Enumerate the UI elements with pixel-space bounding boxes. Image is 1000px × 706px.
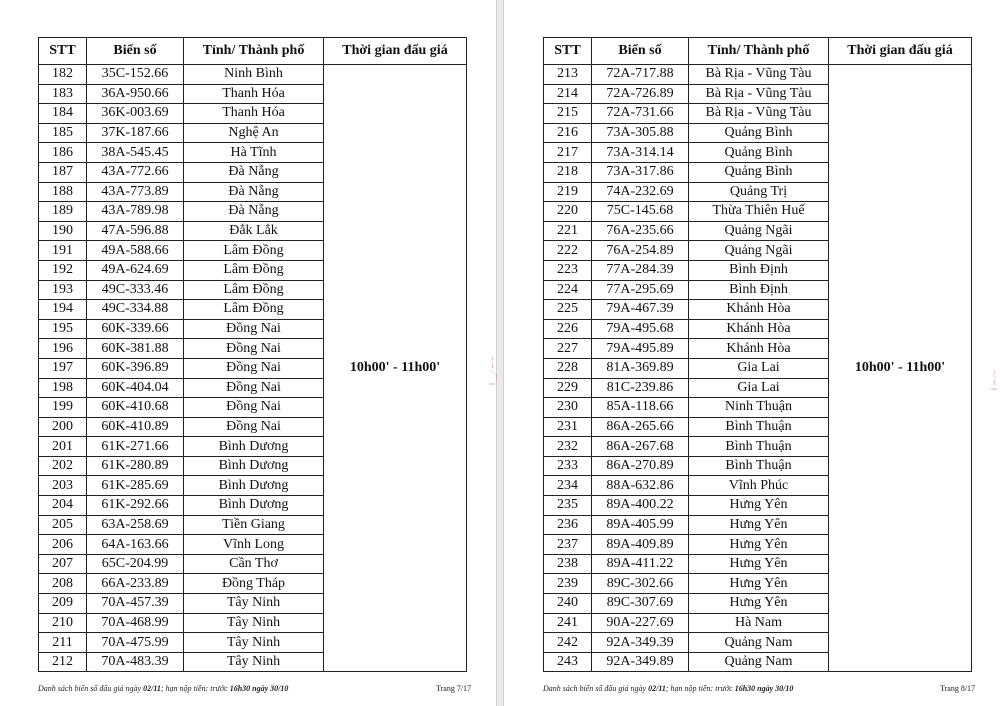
plate-cell: 64A-163.66 [87,535,184,555]
plate-cell: 43A-789.98 [87,202,184,222]
province-cell: Bình Thuận [689,456,829,476]
footer-note [543,684,793,693]
province-cell: Bình Thuận [689,437,829,457]
province-cell: Tây Ninh [184,613,324,633]
province-cell: Vĩnh Long [184,535,324,555]
province-cell: Bà Rịa - Vũng Tàu [689,84,829,104]
stt-cell: 190 [39,221,87,241]
plate-table-left [38,37,467,672]
plate-cell: 86A-267.68 [592,437,689,457]
stt-cell: 224 [544,280,592,300]
stt-cell: 243 [544,652,592,672]
plate-cell: 85A-118.66 [592,398,689,418]
plate-cell: 74A-232.69 [592,182,689,202]
province-cell: Bà Rịa - Vũng Tàu [689,65,829,85]
plate-cell: 89C-302.66 [592,574,689,594]
plate-cell: 79A-495.89 [592,339,689,359]
plate-cell: 72A-731.66 [592,104,689,124]
province-cell: Tây Ninh [184,652,324,672]
plate-cell: 36A-950.66 [87,84,184,104]
stt-cell: 205 [39,515,87,535]
province-cell: Lâm Đồng [184,300,324,320]
stt-cell: 188 [39,182,87,202]
plate-cell: 49C-333.46 [87,280,184,300]
stt-cell: 213 [544,65,592,85]
province-cell: Ninh Bình [184,65,324,85]
header-stt: STT [544,38,592,65]
province-cell: Khánh Hòa [689,339,829,359]
province-cell: Hưng Yên [689,496,829,516]
province-cell: Quảng Ngãi [689,241,829,261]
plate-cell: 81A-369.89 [592,358,689,378]
stt-cell: 192 [39,260,87,280]
stt-cell: 236 [544,515,592,535]
red-stamp-mark: ǁ ‿ ∕ ∽ ⌐ [488,355,497,385]
stt-cell: 234 [544,476,592,496]
stt-cell: 235 [544,496,592,516]
province-cell: Quảng Bình [689,162,829,182]
province-cell: Bình Dương [184,476,324,496]
province-cell: Hưng Yên [689,594,829,614]
plate-cell: 72A-717.88 [592,65,689,85]
plate-cell: 77A-284.39 [592,260,689,280]
plate-cell: 72A-726.89 [592,84,689,104]
stt-cell: 215 [544,104,592,124]
stt-cell: 187 [39,162,87,182]
province-cell: Hà Tĩnh [184,143,324,163]
plate-cell: 86A-270.89 [592,456,689,476]
province-cell: Đồng Nai [184,319,324,339]
table-header-row [544,38,972,65]
stt-cell: 229 [544,378,592,398]
plate-cell: 79A-467.39 [592,300,689,320]
stt-cell: 227 [544,339,592,359]
province-cell: Bình Dương [184,496,324,516]
stt-cell: 238 [544,554,592,574]
province-cell: Đồng Nai [184,339,324,359]
plate-cell: 60K-410.68 [87,398,184,418]
header-plate: Biển số [592,38,689,65]
plate-cell: 73A-314.14 [592,143,689,163]
stt-cell: 201 [39,437,87,457]
province-cell: Bình Định [689,260,829,280]
plate-cell: 61K-271.66 [87,437,184,457]
stt-cell: 206 [39,535,87,555]
plate-cell: 66A-233.89 [87,574,184,594]
stt-cell: 225 [544,300,592,320]
plate-cell: 90A-227.69 [592,613,689,633]
province-cell: Quảng Bình [689,143,829,163]
province-cell: Quảng Nam [689,633,829,653]
plate-cell: 89A-411.22 [592,554,689,574]
province-cell: Bình Dương [184,437,324,457]
province-cell: Đà Nẵng [184,202,324,222]
province-cell: Tây Ninh [184,633,324,653]
plate-cell: 43A-772.66 [87,162,184,182]
province-cell: Tây Ninh [184,594,324,614]
stt-cell: 196 [39,339,87,359]
plate-cell: 38A-545.45 [87,143,184,163]
table-body-right [544,65,972,672]
plate-cell: 76A-254.89 [592,241,689,261]
province-cell: Đắk Lắk [184,221,324,241]
plate-cell: 92A-349.39 [592,633,689,653]
province-cell: Lâm Đồng [184,241,324,261]
table-row [39,65,467,85]
province-cell: Gia Lai [689,378,829,398]
stt-cell: 203 [39,476,87,496]
stt-cell: 185 [39,123,87,143]
plate-table-right [543,37,972,672]
plate-cell: 63A-258.69 [87,515,184,535]
province-cell: Đà Nẵng [184,182,324,202]
footer-date: 02/11 [648,684,666,693]
plate-cell: 49A-588.66 [87,241,184,261]
plate-cell: 70A-468.99 [87,613,184,633]
plate-cell: 73A-317.86 [592,162,689,182]
province-cell: Lâm Đồng [184,260,324,280]
stt-cell: 237 [544,535,592,555]
header-plate: Biển số [87,38,184,65]
province-cell: Lâm Đồng [184,280,324,300]
stt-cell: 212 [39,652,87,672]
stt-cell: 239 [544,574,592,594]
province-cell: Quảng Ngãi [689,221,829,241]
stt-cell: 209 [39,594,87,614]
stt-cell: 216 [544,123,592,143]
stt-cell: 198 [39,378,87,398]
plate-cell: 37K-187.66 [87,123,184,143]
province-cell: Đồng Nai [184,398,324,418]
plate-cell: 61K-292.66 [87,496,184,516]
stt-cell: 202 [39,456,87,476]
plate-cell: 89A-409.89 [592,535,689,555]
header-province: Tỉnh/ Thành phố [184,38,324,65]
province-cell: Bà Rịa - Vũng Tàu [689,104,829,124]
stt-cell: 240 [544,594,592,614]
stt-cell: 194 [39,300,87,320]
plate-cell: 60K-396.89 [87,358,184,378]
plate-cell: 61K-280.89 [87,456,184,476]
document-page-left [0,0,497,706]
red-stamp-mark: ǁ ∽ ∕ ⌐ [990,369,999,390]
province-cell: Thanh Hóa [184,104,324,124]
plate-cell: 60K-381.88 [87,339,184,359]
stt-cell: 230 [544,398,592,418]
province-cell: Quảng Bình [689,123,829,143]
page-number: Trang 8/17 [940,684,976,693]
province-cell: Bình Thuận [689,417,829,437]
plate-cell: 60K-410.89 [87,417,184,437]
province-cell: Đà Nẵng [184,162,324,182]
stt-cell: 220 [544,202,592,222]
province-cell: Khánh Hòa [689,300,829,320]
stt-cell: 204 [39,496,87,516]
plate-cell: 89A-405.99 [592,515,689,535]
footer-prefix: Danh sách biển số đấu giá ngày [38,684,144,693]
province-cell: Quảng Trị [689,182,829,202]
stt-cell: 183 [39,84,87,104]
plate-cell: 75C-145.68 [592,202,689,222]
province-cell: Tiền Giang [184,515,324,535]
province-cell: Hưng Yên [689,535,829,555]
stt-cell: 189 [39,202,87,222]
header-time: Thời gian đấu giá [829,38,972,65]
province-cell: Hưng Yên [689,554,829,574]
province-cell: Đồng Nai [184,358,324,378]
province-cell: Thanh Hóa [184,84,324,104]
footer-note [38,684,288,693]
stt-cell: 207 [39,554,87,574]
document-page-right [503,0,1000,706]
plate-cell: 86A-265.66 [592,417,689,437]
province-cell: Khánh Hòa [689,319,829,339]
plate-cell: 49C-334.88 [87,300,184,320]
stt-cell: 186 [39,143,87,163]
province-cell: Vĩnh Phúc [689,476,829,496]
province-cell: Đồng Nai [184,378,324,398]
plate-cell: 92A-349.89 [592,652,689,672]
stt-cell: 228 [544,358,592,378]
stt-cell: 197 [39,358,87,378]
footer-prefix: Danh sách biển số đấu giá ngày [543,684,649,693]
header-stt: STT [39,38,87,65]
stt-cell: 219 [544,182,592,202]
plate-cell: 81C-239.86 [592,378,689,398]
province-cell: Thừa Thiên Huế [689,202,829,222]
plate-cell: 49A-624.69 [87,260,184,280]
plate-cell: 65C-204.99 [87,554,184,574]
province-cell: Cần Thơ [184,554,324,574]
footer-middle: ; hạn nộp tiền: trước [160,684,230,693]
plate-cell: 89A-400.22 [592,496,689,516]
province-cell: Hưng Yên [689,515,829,535]
province-cell: Hưng Yên [689,574,829,594]
footer-deadline: 16h30 ngày 30/10 [734,684,794,693]
province-cell: Quảng Nam [689,652,829,672]
footer-date: 02/11 [143,684,161,693]
stt-cell: 210 [39,613,87,633]
table-row [544,65,972,85]
plate-cell: 47A-596.88 [87,221,184,241]
stt-cell: 232 [544,437,592,457]
header-province: Tỉnh/ Thành phố [689,38,829,65]
stt-cell: 226 [544,319,592,339]
auction-time-cell: 10h00' - 11h00' [829,65,972,672]
province-cell: Đồng Nai [184,417,324,437]
stt-cell: 233 [544,456,592,476]
stt-cell: 195 [39,319,87,339]
table-header-row [39,38,467,65]
stt-cell: 221 [544,221,592,241]
stt-cell: 193 [39,280,87,300]
stt-cell: 217 [544,143,592,163]
plate-cell: 89C-307.69 [592,594,689,614]
plate-cell: 73A-305.88 [592,123,689,143]
stt-cell: 222 [544,241,592,261]
province-cell: Ninh Thuận [689,398,829,418]
stt-cell: 242 [544,633,592,653]
stt-cell: 208 [39,574,87,594]
province-cell: Đồng Tháp [184,574,324,594]
page-number: Trang 7/17 [436,684,472,693]
plate-cell: 76A-235.66 [592,221,689,241]
plate-cell: 70A-483.39 [87,652,184,672]
stt-cell: 223 [544,260,592,280]
plate-cell: 70A-475.99 [87,633,184,653]
stt-cell: 191 [39,241,87,261]
stt-cell: 211 [39,633,87,653]
plate-cell: 43A-773.89 [87,182,184,202]
stt-cell: 182 [39,65,87,85]
plate-cell: 60K-339.66 [87,319,184,339]
plate-cell: 88A-632.86 [592,476,689,496]
plate-cell: 36K-003.69 [87,104,184,124]
header-time: Thời gian đấu giá [324,38,467,65]
plate-cell: 35C-152.66 [87,65,184,85]
province-cell: Bình Dương [184,456,324,476]
table-body-left [39,65,467,672]
stt-cell: 231 [544,417,592,437]
province-cell: Nghệ An [184,123,324,143]
province-cell: Gia Lai [689,358,829,378]
province-cell: Hà Nam [689,613,829,633]
stt-cell: 200 [39,417,87,437]
plate-cell: 60K-404.04 [87,378,184,398]
stt-cell: 214 [544,84,592,104]
stt-cell: 218 [544,162,592,182]
plate-cell: 70A-457.39 [87,594,184,614]
stt-cell: 184 [39,104,87,124]
province-cell: Bình Định [689,280,829,300]
footer-deadline: 16h30 ngày 30/10 [229,684,289,693]
plate-cell: 79A-495.68 [592,319,689,339]
footer-middle: ; hạn nộp tiền: trước [665,684,735,693]
plate-cell: 77A-295.69 [592,280,689,300]
stt-cell: 241 [544,613,592,633]
plate-cell: 61K-285.69 [87,476,184,496]
stt-cell: 199 [39,398,87,418]
auction-time-cell: 10h00' - 11h00' [324,65,467,672]
